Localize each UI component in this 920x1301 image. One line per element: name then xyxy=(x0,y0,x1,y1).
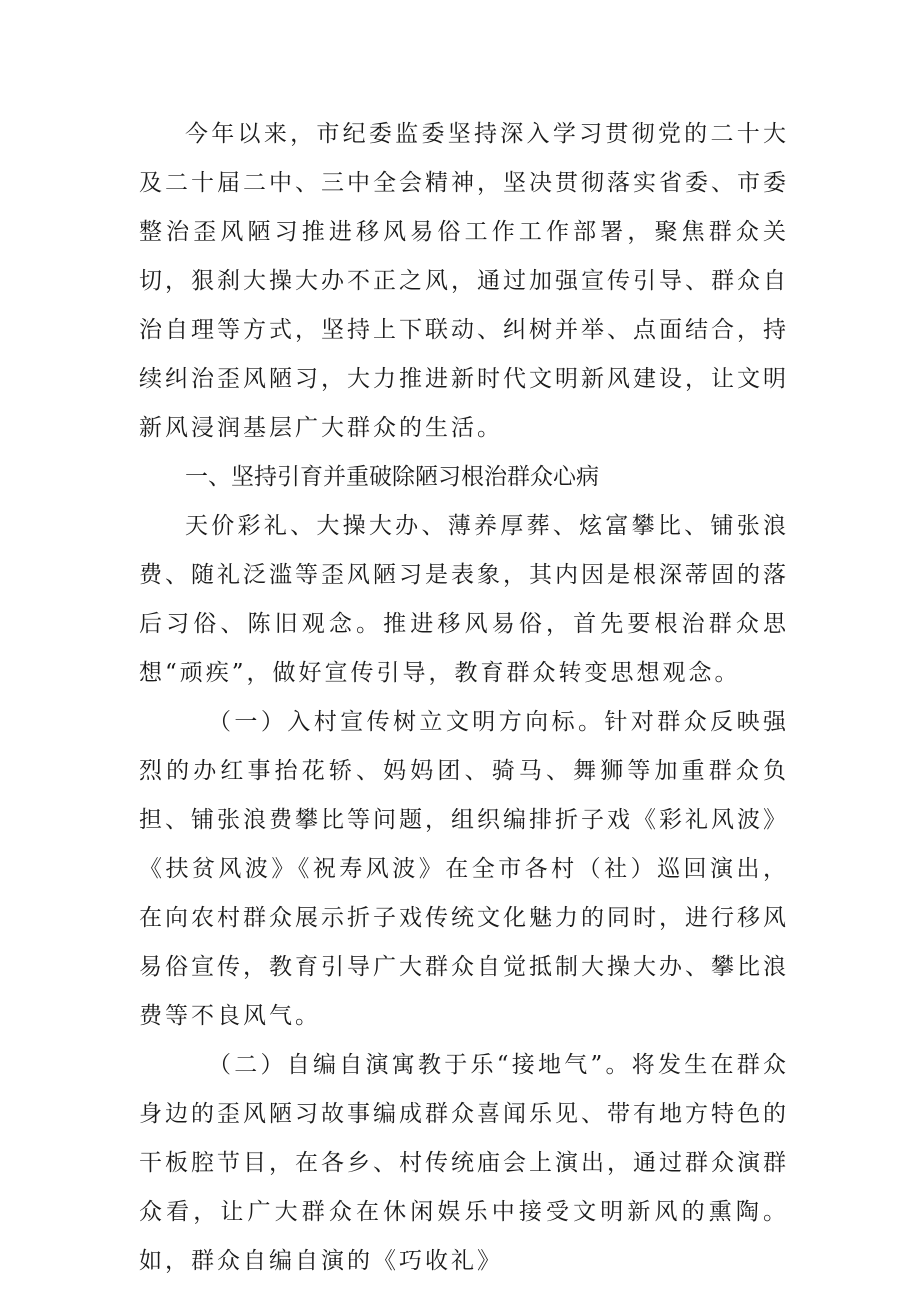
section-paragraph: 天价彩礼、大操大办、薄养厚葬、炫富攀比、铺张浪费、随礼泛滥等歪风陋习是表象，其内因是根深蒂固的落后习俗、陈旧观念。推进移风易俗，首先要根治群众思想“顽疾”，做好宣传引导，教育群众转变思想观念。 xyxy=(139,513,789,686)
subsection-1-paragraph: （一）入村宣传树立文明方向标。针对群众反映强烈的办红事抬花轿、妈妈团、骑马、舞狮等加重群众负担、铺张浪费攀比等问题，组织编排折子戏《彩礼风波》《扶贫风波》《祝寿风波》在全市各村（社）巡回演出，在向农村群众展示折子戏传统文化魅力的同时，进行移风易俗宣传，教育引导广大群众自觉抵制大操大办、攀比浪费等不良风气。 xyxy=(139,709,789,1029)
document-body xyxy=(139,110,789,1286)
intro-paragraph: 今年以来，市纪委监委坚持深入学习贯彻党的二十大及二十届二中、三中全会精神，坚决贯彻落实省委、市委整治歪风陋习推进移风易俗工作工作部署，聚焦群众关切，狠刹大操大办不正之风，通过加强宣传引导、群众自治自理等方式，坚持上下联动、纠树并举、点面结合，持续纠治歪风陋习，大力推进新时代文明新风建设，让文明新风浸润基层广大群众的生活。 xyxy=(139,121,789,441)
section-heading: 一、坚持引育并重破除陋习根治群众心病 xyxy=(185,464,599,490)
subsection-2-paragraph: （二）自编自演寓教于乐“接地气”。将发生在群众身边的歪风陋习故事编成群众喜闻乐见、带有地方特色的干板腔节目，在各乡、村传统庙会上演出，通过群众演群众看，让广大群众在休闲娱乐中接受文明新风的熏陶。如，群众自编自演的《巧收礼》 xyxy=(139,1052,789,1274)
